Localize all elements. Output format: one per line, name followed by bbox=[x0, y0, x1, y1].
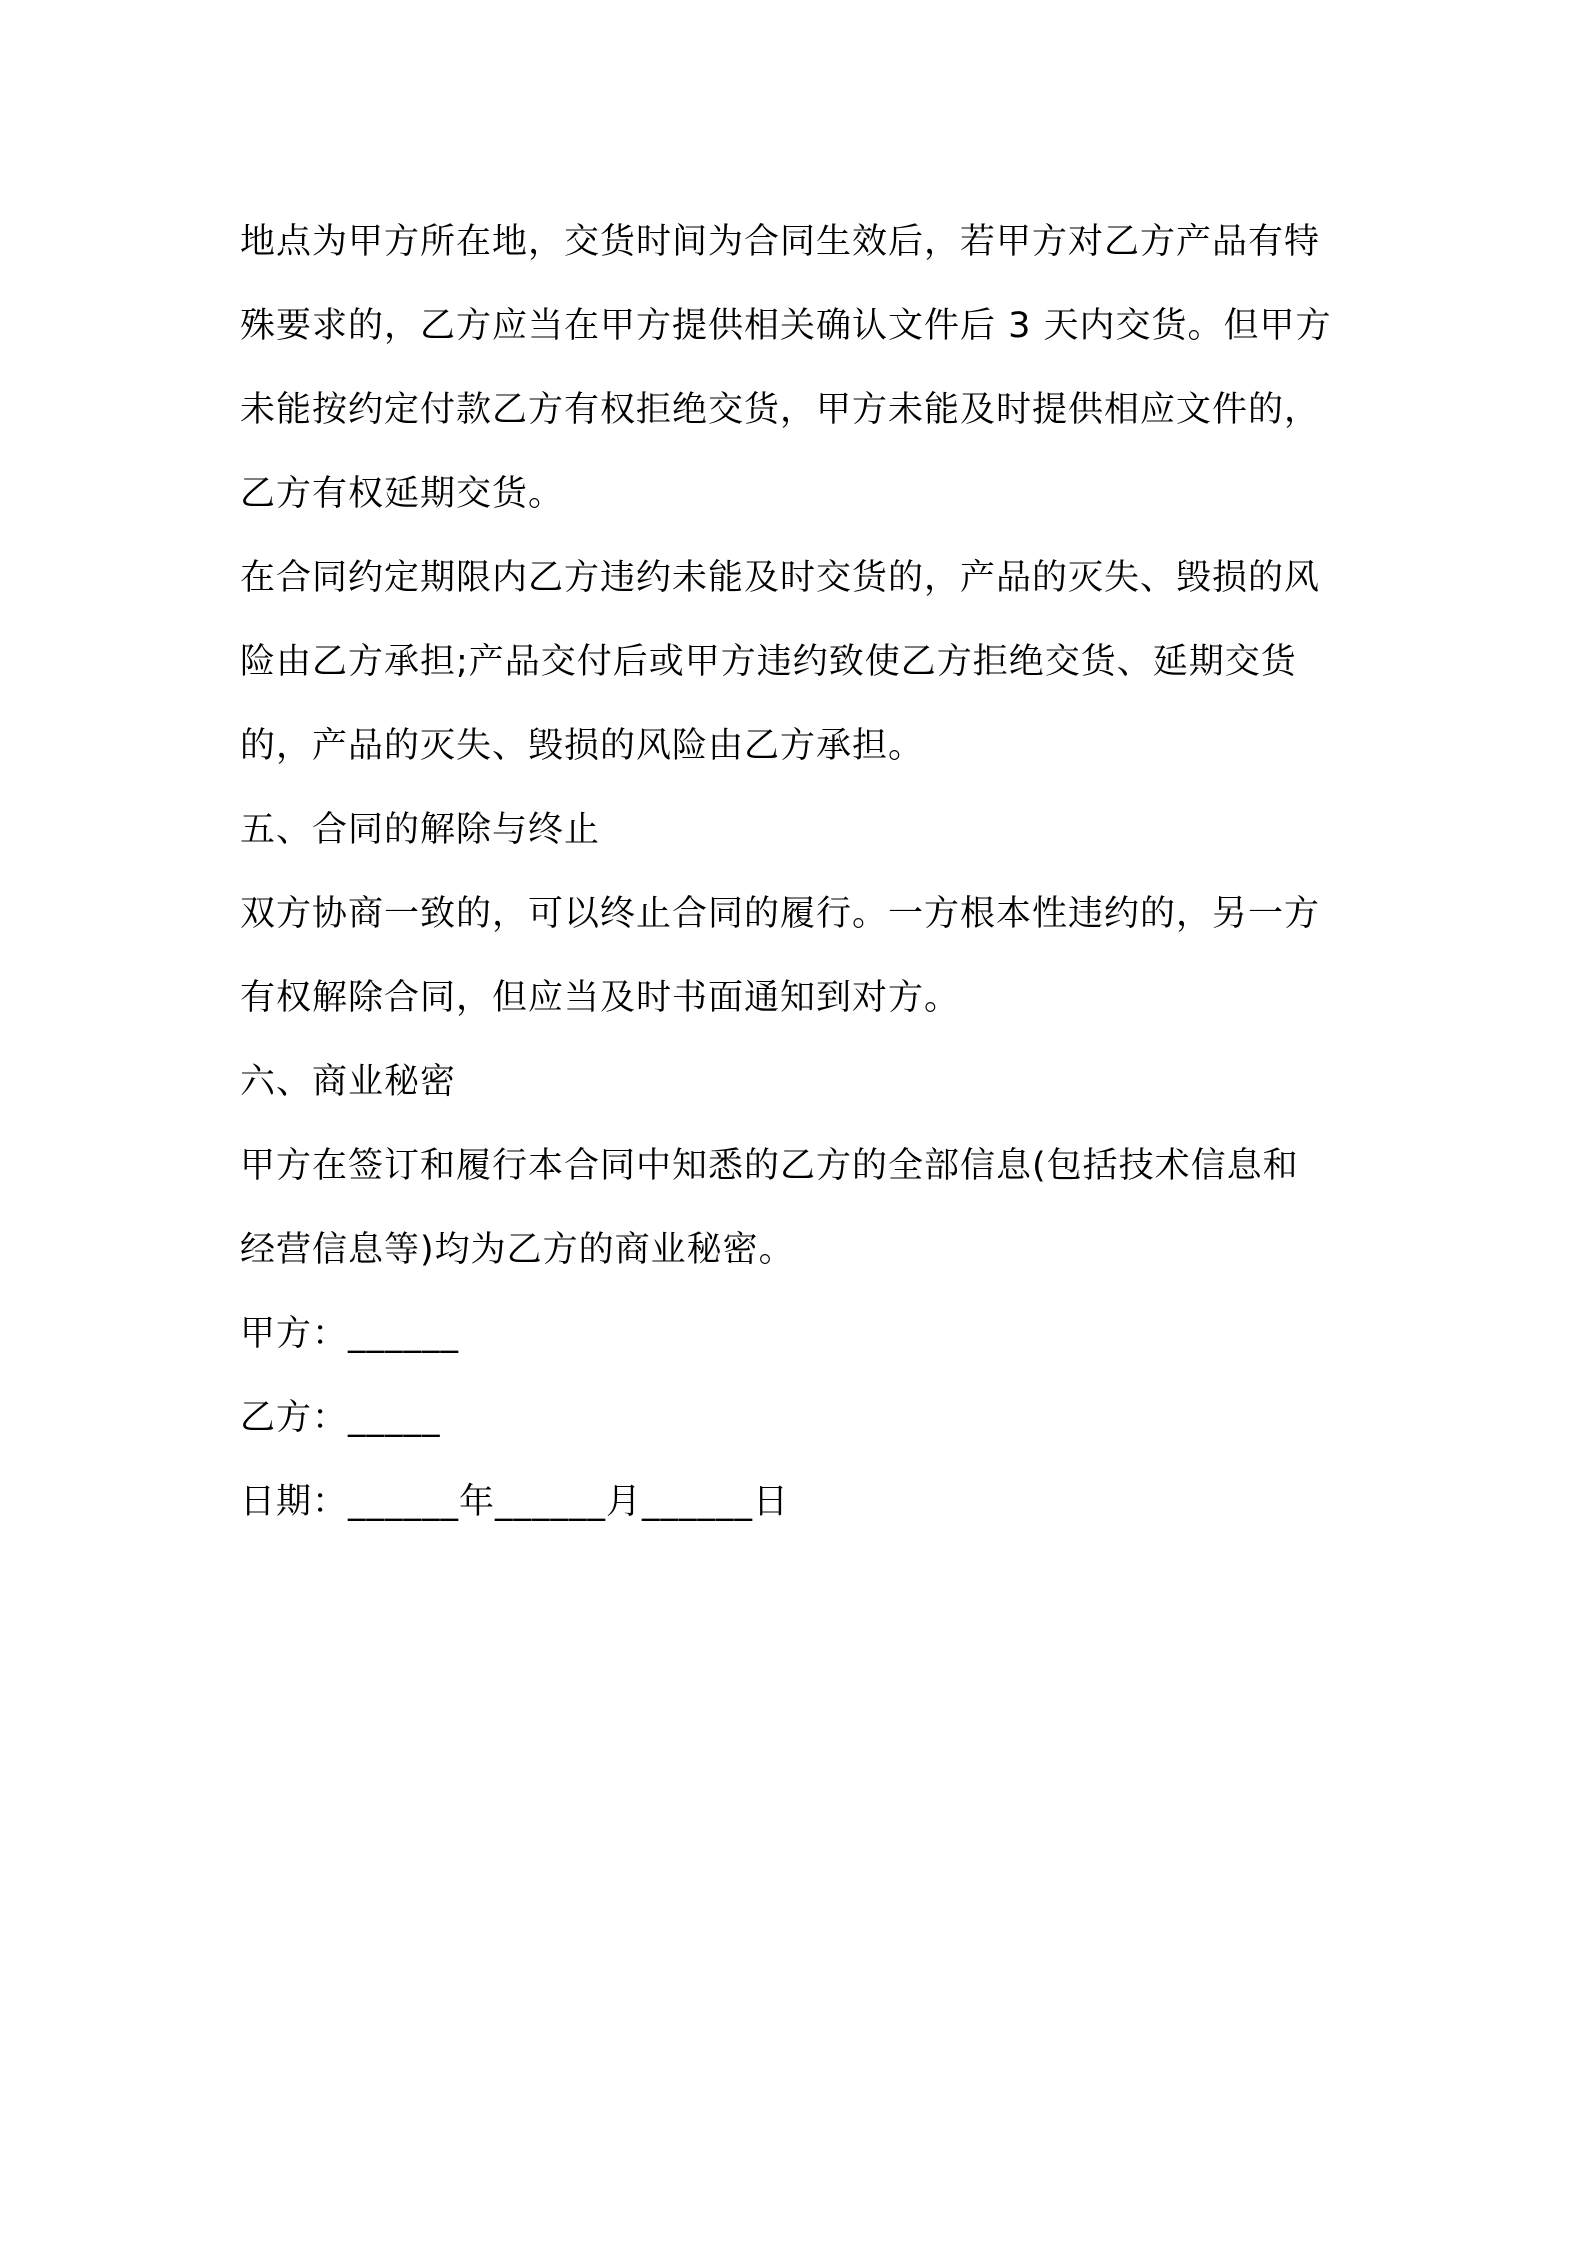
paragraph-line: 经营信息等)均为乙方的商业秘密。 bbox=[240, 1230, 795, 1270]
paragraph-line: 甲方在签订和履行本合同中知悉的乙方的全部信息(包括技术信息和 bbox=[240, 1146, 1299, 1186]
paragraph-line: 乙方有权延期交货。 bbox=[240, 474, 565, 514]
paragraph-line: 地点为甲方所在地，交货时间为合同生效后，若甲方对乙方产品有特 bbox=[240, 222, 1321, 262]
paragraph-line: 的，产品的灭失、毁损的风险由乙方承担。 bbox=[240, 726, 925, 766]
document-page bbox=[240, 200, 1355, 1544]
paragraph-line: 殊要求的，乙方应当在甲方提供相关确认文件后 3 天内交货。但甲方 bbox=[240, 306, 1332, 346]
delivery-paragraph bbox=[240, 200, 1355, 536]
paragraph-line: 双方协商一致的，可以终止合同的履行。一方根本性违约的，另一方 bbox=[240, 894, 1321, 934]
party-b-signature-line: 乙方：_____ bbox=[240, 1398, 441, 1438]
paragraph-line: 险由乙方承担;产品交付后或甲方违约致使乙方拒绝交货、延期交货 bbox=[240, 642, 1297, 682]
termination-paragraph bbox=[240, 872, 1355, 1040]
party-a-signature-line: 甲方：______ bbox=[240, 1314, 460, 1354]
paragraph-line: 有权解除合同，但应当及时书面通知到对方。 bbox=[240, 978, 961, 1018]
secrets-paragraph bbox=[240, 1124, 1355, 1292]
termination-heading: 五、合同的解除与终止 bbox=[240, 810, 601, 850]
secrets-heading: 六、商业秘密 bbox=[240, 1062, 457, 1102]
paragraph-line: 在合同约定期限内乙方违约未能及时交货的，产品的灭失、毁损的风 bbox=[240, 558, 1321, 598]
date-line: 日期：______年______月______日 bbox=[240, 1482, 790, 1522]
paragraph-line: 未能按约定付款乙方有权拒绝交货，甲方未能及时提供相应文件的， bbox=[240, 390, 1321, 430]
risk-paragraph bbox=[240, 536, 1355, 788]
